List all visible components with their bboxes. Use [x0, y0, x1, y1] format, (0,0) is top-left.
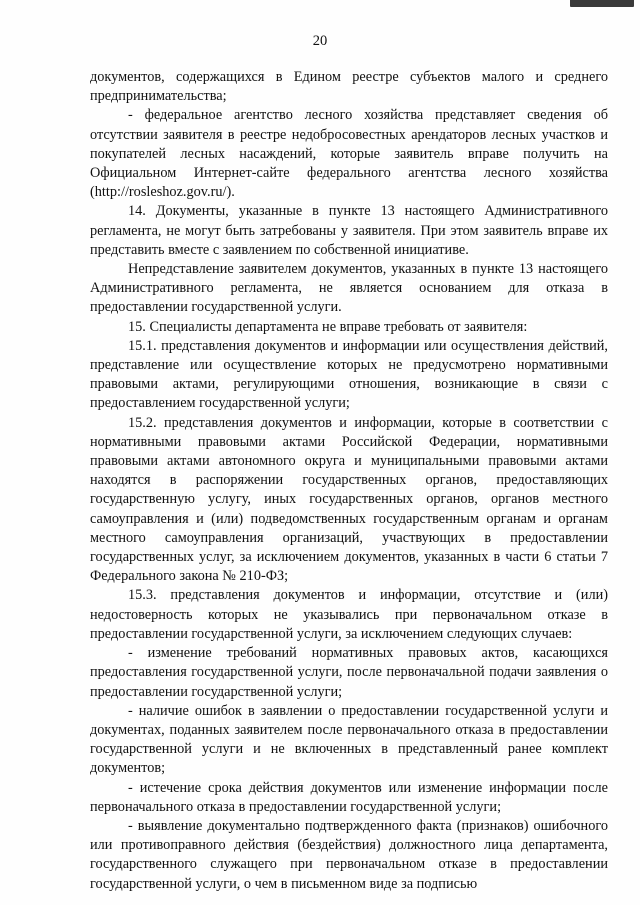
- page-number: 20: [312, 33, 328, 49]
- paragraph: - федеральное агентство лесного хозяйства представляет сведения об отсутствии заявителя в реестре недобросовестных арендаторов лесных участков и покупателей лесных насаждений, которые заявитель вправе получить на Официальном Интернет-сайте федерального агентства лесного хозяйства (http://rosleshoz.gov.ru/).: [90, 107, 608, 201]
- list-item: - наличие ошибок в заявлении о предоставлении государственной услуги и документах, поданных заявителем после первоначального отказа в предоставлении государственной услуги и не включенных в представленный ранее комплект документов;: [90, 702, 608, 777]
- paragraph: документов, содержащихся в Едином реестре субъектов малого и среднего предпринимательства;: [90, 69, 608, 105]
- paragraph: Непредставление заявителем документов, указанных в пункте 13 настоящего Административного регламента, не является основанием для отказа в предоставлении государственной услуги.: [90, 261, 608, 316]
- paragraph: 15.3. представления документов и информации, отсутствие и (или) недостоверность которых не указывались при первоначальном отказе в предоставлении государственной услуги, за исключением следующих случаев:: [90, 587, 608, 642]
- paragraph: 15.1. представления документов и информации или осуществления действий, представление или осуществление которых не предусмотрено нормативными правовыми актами, регулирующими отношения, возникающие в связи с предоставлением государственной услуги;: [90, 337, 608, 412]
- document-body: [90, 68, 608, 894]
- paragraph: 14. Документы, указанные в пункте 13 настоящего Административного регламента, не могут быть затребованы у заявителя. При этом заявитель вправе их представить вместе с заявлением по собственной инициативе.: [90, 203, 608, 258]
- paragraph: 15. Специалисты департамента не вправе требовать от заявителя:: [128, 318, 528, 335]
- list-item: - истечение срока действия документов или изменение информации после первоначального отказа в предоставлении государственной услуги;: [90, 779, 608, 815]
- paragraph: 15.2. представления документов и информации, которые в соответствии с нормативными правовыми актами Российской Федерации, нормативными правовыми актами автономного округа и муниципальными правовыми актами находятся в распоряжении государственных органов, предоставляющих государственную услугу, иных государственных органов, органов местного самоуправления и (или) подведомственных государственным органам и органам местного самоуправления организаций, участвующих в предоставлении государственных услуг, за исключением документов, указанных в части 6 статьи 7 Федерального закона № 210-ФЗ;: [90, 414, 608, 585]
- list-item: - изменение требований нормативных правовых актов, касающихся предоставления государственной услуги, после первоначальной подачи заявления о предоставлении государственной услуги;: [90, 645, 608, 700]
- list-item: - выявление документально подтвержденного факта (признаков) ошибочного или противоправного действия (бездействия) должностного лица департамента, государственного служащего при первоначальном отказе в предоставлении государственной услуги, о чем в письменном виде за подписью: [90, 817, 608, 892]
- scan-edge-mark: [570, 0, 634, 7]
